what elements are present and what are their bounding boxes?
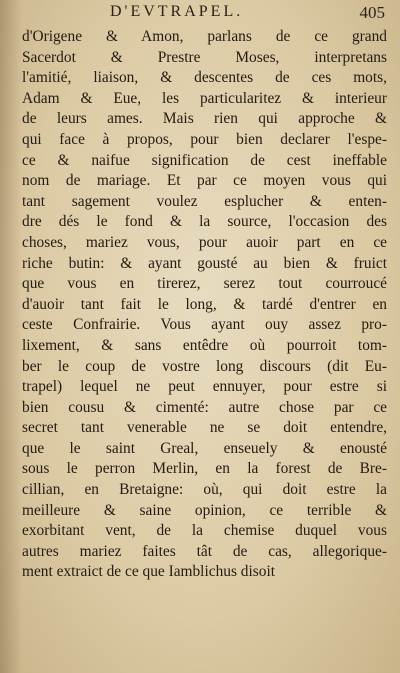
text-block bbox=[22, 27, 387, 583]
text-line-24: meilleure & saine opinion, ce terrible & bbox=[22, 501, 387, 519]
text-line-20: secret tant venerable ne se doit entendre, bbox=[22, 419, 387, 437]
text-line-26: autres mariez faites tât de cas, allegorique- bbox=[22, 542, 387, 560]
text-line-13: que vous en tirerez, serez tout courroucé bbox=[22, 275, 387, 293]
text-line-18: trapel) lequel ne peut ennuyer, pour estre si bbox=[22, 378, 387, 396]
gutter-shadow bbox=[0, 0, 22, 673]
text-line-1: d'Origene & Amon, parlans de ce grand bbox=[22, 28, 387, 45]
text-line-11: choses, mariez vous, pour auoir part en ce bbox=[22, 233, 387, 251]
text-line-16: lixement, & sans entêdre où pourroit tom- bbox=[22, 336, 387, 354]
text-line-14: d'auoir tant fait le long, & tardé d'entrer en bbox=[22, 295, 387, 313]
text-line-3: l'amitié, liaison, & descentes de ces mots, bbox=[22, 69, 387, 87]
text-line-4: Adam & Eue, les particularitez & interieur bbox=[22, 89, 387, 107]
running-head: D'EVTRAPEL. bbox=[110, 3, 244, 20]
text-line-9: tant sagement voulez esplucher & enten- bbox=[22, 192, 387, 210]
text-line-19: bien cousu & cimenté: autre chose par ce bbox=[22, 398, 387, 416]
text-line-8: nom de mariage. Et par ce moyen vous qui bbox=[22, 172, 387, 190]
text-line-5: de leurs ames. Mais rien qui approche & bbox=[22, 110, 387, 128]
text-line-7: ce & naifue signification de cest ineffable bbox=[22, 151, 387, 169]
text-line-15: ceste Confrairie. Vous ayant ouy assez pro- bbox=[22, 316, 387, 334]
text-line-21: que le saint Greal, enseuely & enousté bbox=[22, 439, 387, 457]
text-line-25: exorbitant vent, de la chemise duquel vous bbox=[22, 522, 387, 540]
text-line-6: qui face à propos, pour bien declarer l'espe- bbox=[22, 130, 387, 148]
text-line-2: Sacerdot & Prestre Moses, interpretans bbox=[22, 48, 387, 66]
page-header bbox=[0, 2, 400, 28]
text-line-17: ber le coup de vostre long discours (dit Eu- bbox=[22, 357, 387, 375]
text-line-10: dre dés le fond & la source, l'occasion des bbox=[22, 213, 387, 231]
text-line-27: ment extraict de ce que Iamblichus disoit bbox=[22, 563, 276, 581]
text-line-12: riche butin: & ayant gousté au bien & fruict bbox=[22, 254, 387, 272]
text-line-22: sous le perron Merlin, en la forest de Bre- bbox=[22, 460, 387, 478]
page-number: 405 bbox=[359, 3, 385, 22]
text-line-23: cillian, en Bretaigne: où, qui doit estre la bbox=[22, 481, 387, 499]
